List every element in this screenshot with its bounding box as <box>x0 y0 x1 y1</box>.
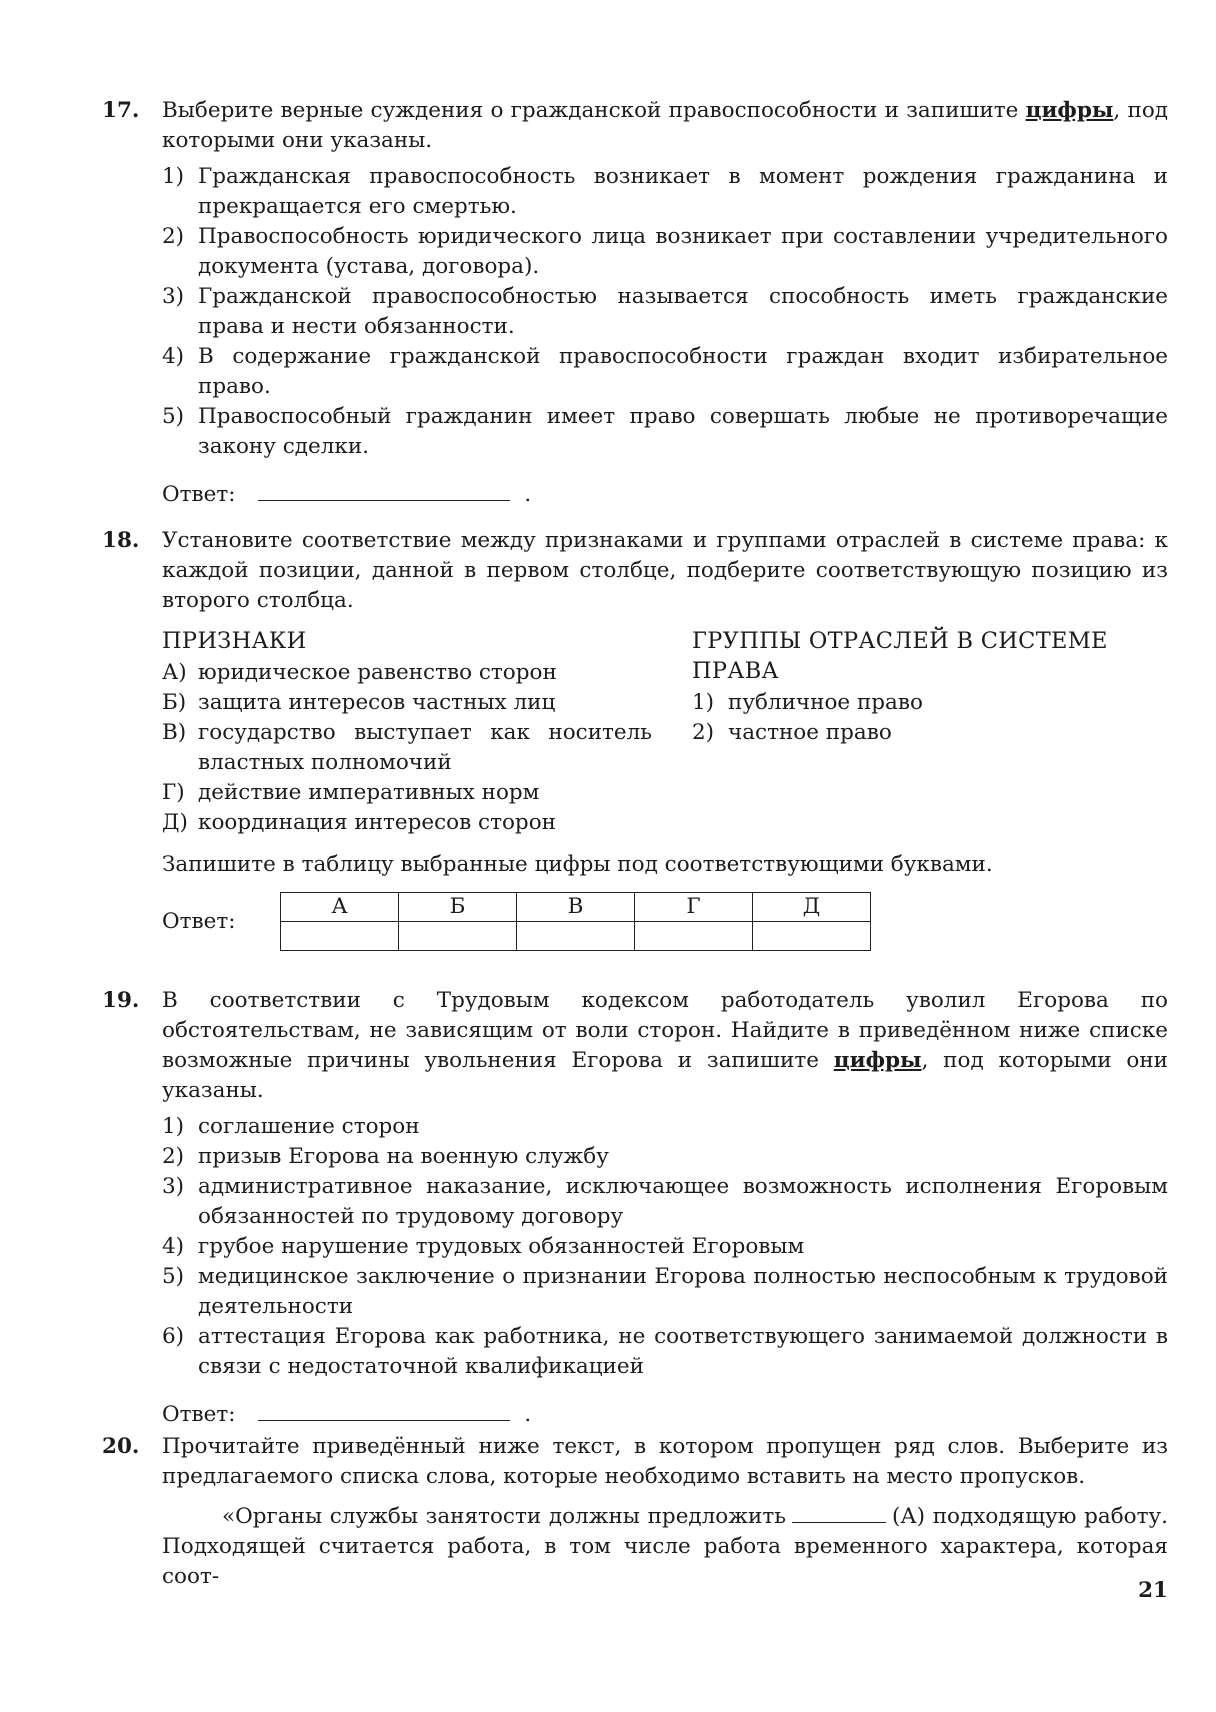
task-number: 20. <box>102 1434 140 1459</box>
answer-cell[interactable] <box>753 922 871 951</box>
table-header-cell: Г <box>635 893 753 922</box>
groups-column <box>692 626 1168 838</box>
options-list <box>162 162 1168 462</box>
keyword: цифры <box>1025 98 1114 123</box>
gap-label: (А) <box>891 1504 926 1529</box>
list-item: Б) защита интересов частных лиц <box>162 690 556 715</box>
list-item: 1) публичное право <box>692 690 923 715</box>
list-item: В) государство выступает как носитель властных полномочий <box>162 720 652 775</box>
list-item: 6) аттестация Егорова как работника, не соответствующего занимаемой должности в связи с недостаточной квалификацией <box>162 1324 1168 1379</box>
groups-list <box>692 688 1168 748</box>
answer-field[interactable] <box>258 1398 510 1421</box>
list-item: 5) медицинское заключение о признании Егорова полностью неспособным к трудовой деятельности <box>162 1264 1168 1319</box>
list-item: 3) Гражданской правоспособностью называется способность иметь гражданские права и нести обязанности. <box>162 284 1168 339</box>
list-item: 5) Правоспособный гражданин имеет право совершать любые не противоречащие закону сделки. <box>162 404 1168 459</box>
features-heading: ПРИЗНАКИ <box>162 628 307 654</box>
features-list <box>162 658 652 838</box>
list-item: Д) координация интересов сторон <box>162 810 556 835</box>
list-item: 1) соглашение сторон <box>162 1114 420 1139</box>
list-item: 4) грубое нарушение трудовых обязанностей Егоровым <box>162 1234 805 1259</box>
table-header-cell: А <box>281 893 399 922</box>
task-number: 17. <box>102 98 140 123</box>
task-number: 19. <box>102 988 140 1013</box>
task-prompt: Прочитайте приведённый ниже текст, в котором пропущен ряд слов. Выберите из предлагаемого списка слова, которые необходимо вставить на место пропусков. <box>162 1434 1168 1489</box>
list-item: 2) частное право <box>692 720 892 745</box>
list-item: Г) действие императивных норм <box>162 780 540 805</box>
answer-cell[interactable] <box>281 922 399 951</box>
answer-cell[interactable] <box>635 922 753 951</box>
options-list <box>162 1112 1168 1382</box>
list-item: 3) административное наказание, исключающее возможность исполнения Егоровым обязанностей по трудовому договору <box>162 1174 1168 1229</box>
task-number: 18. <box>102 528 140 553</box>
answer-label: Ответ: <box>162 908 236 934</box>
list-item: 4) В содержание гражданской правоспособности граждан входит избирательное право. <box>162 344 1168 399</box>
list-item: А) юридическое равенство сторон <box>162 660 557 685</box>
gap-blank[interactable] <box>792 1502 886 1523</box>
list-item: 2) призыв Егорова на военную службу <box>162 1144 609 1169</box>
task-prompt: В соответствии с Трудовым кодексом работодатель уволил Егорова по обстоятельствам, не зависящим от воли сторон. Найдите в приведённом ниже списке возможные причины увольнения Егорова и запишите цифры, под которыми они указаны. <box>162 988 1168 1103</box>
answer-row: Ответ: . <box>162 1398 1168 1428</box>
answer-cell[interactable] <box>399 922 517 951</box>
list-item: 2) Правоспособность юридического лица возникает при составлении учредительного документа (устава, договора). <box>162 224 1168 279</box>
table-header-cell: В <box>517 893 635 922</box>
task-prompt: Выберите верные суждения о гражданской правоспособности и запишите цифры, под которыми они указаны. <box>162 98 1168 153</box>
answer-label: Ответ: <box>162 1402 236 1427</box>
list-item: 1) Гражданская правоспособность возникает в момент рождения гражданина и прекращается его смертью. <box>162 164 1168 219</box>
keyword: цифры <box>833 1048 922 1073</box>
features-column <box>162 626 652 838</box>
table-header-cell: Б <box>399 893 517 922</box>
answer-row: Ответ: . <box>162 478 1168 508</box>
gap-text: «Органы службы занятости должны предложить (А) подходящую работу. Подходящей считается работа, в том числе работа временного характера, которая соот- <box>162 1504 1168 1589</box>
table-header-cell: Д <box>753 893 871 922</box>
answer-field[interactable] <box>258 478 510 501</box>
groups-heading: ГРУППЫ ОТРАСЛЕЙ В СИСТЕМЕ ПРАВА <box>692 628 1108 684</box>
answer-table-row <box>162 892 1168 951</box>
task-prompt: Установите соответствие между признаками и группами отраслей в системе права: к каждой позиции, данной в первом столбце, подберите соответствующую позицию из второго столбца. <box>162 528 1168 613</box>
answer-cell[interactable] <box>517 922 635 951</box>
answer-table <box>280 892 871 951</box>
matching-columns <box>162 626 1168 838</box>
table-instruction: Запишите в таблицу выбранные цифры под соответствующими буквами. <box>162 852 993 877</box>
page-number: 21 <box>1138 1578 1168 1603</box>
answer-label: Ответ: <box>162 482 236 507</box>
